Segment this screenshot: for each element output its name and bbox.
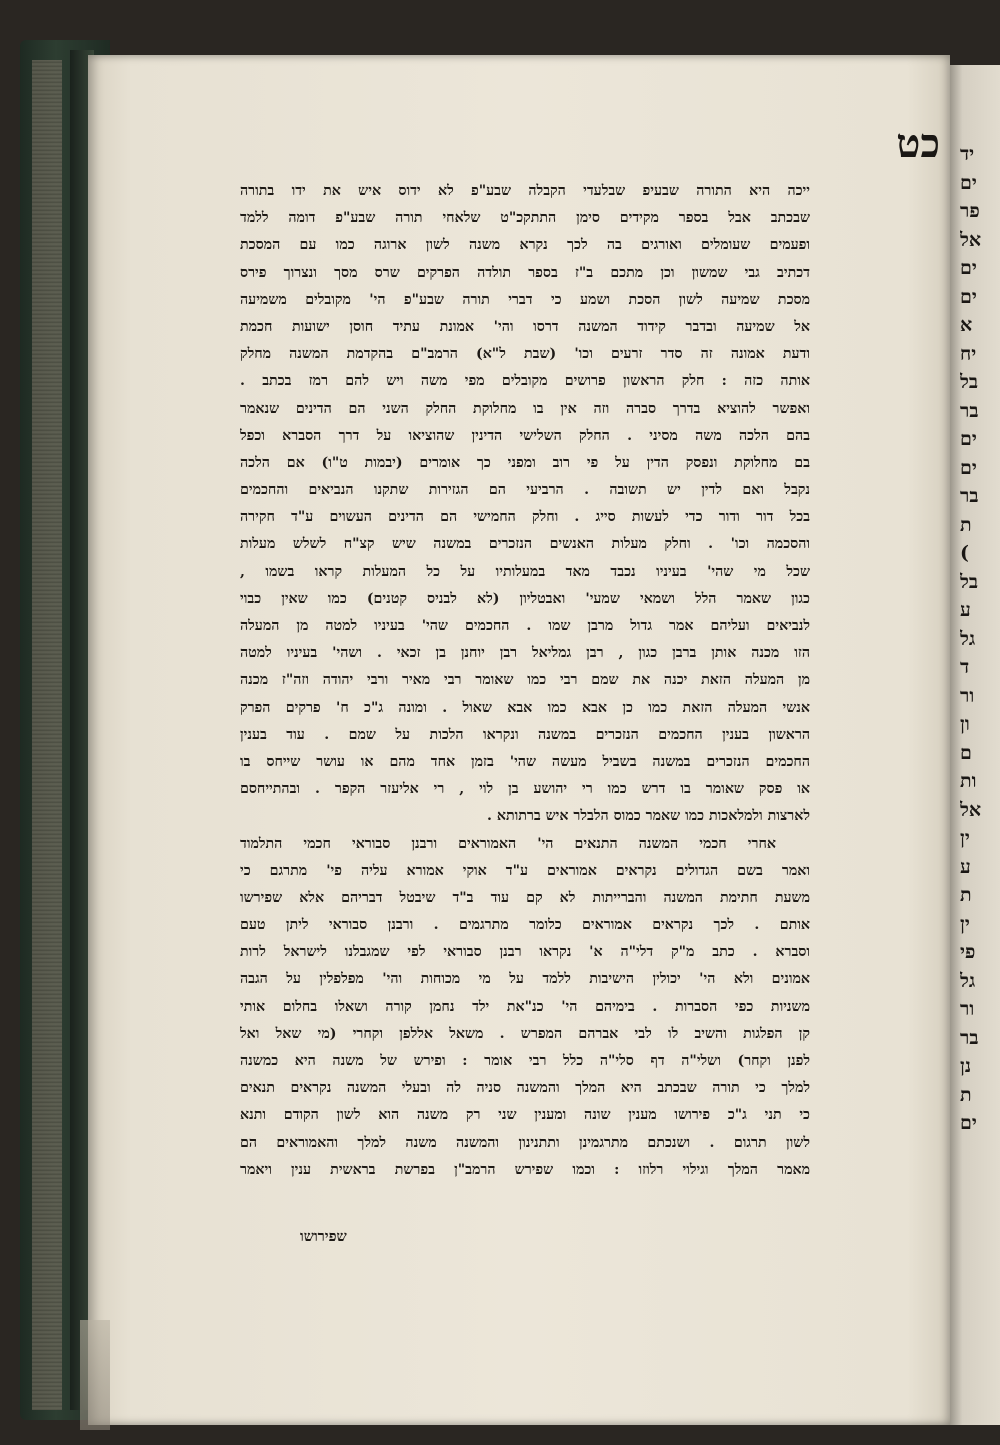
facing-page-line: ין [960, 912, 970, 935]
facing-page-line: ת [960, 884, 972, 906]
facing-page-line: ור [960, 998, 975, 1020]
facing-page-line: ין [960, 827, 970, 849]
facing-page-line: ת [960, 1083, 972, 1106]
text-line: שכל מי שהי' בעיניו נכבד מאד במעלותיו על כל המעלות קראו בשמו , [240, 563, 810, 580]
text-line: מן המעלה הזאת יכנה את שמם רבי כמו שאומר רבי מאיר ורבי יהודה וזה"ז מכנה [240, 672, 810, 689]
facing-page-line: ים [960, 1112, 977, 1134]
text-line: והסכמה וכו' . וחלק מעלות האנשים הנזכרים במשנה שיש קצ"ח לשלש מעלות [240, 536, 810, 553]
facing-page-line: פי [960, 941, 976, 963]
facing-page-line: א [960, 314, 973, 336]
text-line: ואמר בשם הגדולים נקראים אמוראים ע"ד אוקי אמורא עליה פי' מתרגם כי [240, 862, 810, 879]
facing-page-line: אל [960, 228, 982, 251]
text-line: בם מחלוקת ונפסק הדין על פי רוב ומפני כך אומרים (יבמות ט"ו) אם הלכה [240, 454, 810, 471]
text-line: או פסק שאומר בו דרש כמו רי יהושע בן לוי , רי אליעזר הקפר . ובהתייחסם [240, 781, 810, 798]
text-line: אנשי המעלה הזאת כמו כן אבא כמו אבא שאול . ומונה ג"כ ח' פרקים הפרק [240, 699, 810, 716]
facing-page-line: בר [960, 399, 979, 422]
text-line: הראשון בענין החכמים הנזכרים במשנה ונקראו הלכות על שמם . עוד בענין [240, 726, 810, 743]
facing-page-line: נן [960, 1055, 972, 1077]
text-line: מסכת שמיעה לשון הסכת ושמע כי דברי תורה שבע"פ הי' מקובלים משמיעה [240, 291, 810, 308]
facing-page-line: בר [960, 1026, 979, 1049]
page-body-text [240, 178, 810, 1184]
text-line: משעת חתימת המשנה והברייתות לא קם עוד ב"ד שיבטל דבריהם אלא שפירשו [240, 889, 810, 906]
text-line: אל שמיעה ובדבר קידוד המשנה דרסו והי' אמונת עתיד חוסן ישועות חכמת [240, 318, 810, 335]
book-spine-cloth [32, 60, 62, 1410]
text-line: דכתיב גבי שמשון וכן מתכם ב"ז בספר תולדה הפרקים שרס מסך ונצרוך פירס [240, 264, 810, 281]
text-line: בכל דור ודור כדי לעשות סייג . וחלק החמישי הם הדינים העשוים ע"ד חקירה [240, 509, 810, 526]
facing-page-line: בר [960, 485, 979, 507]
text-line: אותה כזה : חלק הראשון פרושים מקובלים מפי משה ויש להם רמז בכתב . [240, 373, 810, 390]
text-line: ייכה היא התורה שבעיפ שבלעדי הקבלה שבע"פ לא ידוס איש את ידו בתורה [240, 183, 810, 199]
facing-page-line: ת [960, 513, 972, 536]
text-line: לשון תרגום . ושנכתם מתרגמינן ותתנינון והמשנה משנה למלך והאמוראים הם [240, 1134, 810, 1151]
text-line: כגון שאמר הלל ושמאי שמעי' ואבטליון (לא לבניס קטנים) כמו שאין כבוי [240, 590, 810, 607]
facing-page-line: גל [960, 627, 976, 650]
facing-page-line: פר [960, 200, 980, 222]
text-line: למלך כי תורה שבכתב היא המלך והמשנה סניה לה ובעלי המשנה נקראים תנאים [240, 1080, 810, 1097]
text-line: לארצות ולמלאכות כמו שאמר כמוס הלבלר איש ברתותא . [486, 808, 810, 825]
facing-page-line: בל [960, 570, 979, 593]
text-line: נקבל ואם לדין יש תשובה . הרביעי הם הגזירות שתקנו הנביאים והחכמים [240, 482, 810, 499]
facing-page-line: יד [960, 143, 975, 165]
text-line: ופעמים שעומלים ואורגים בה לכך נקרא משנה לשון ארוגה כמו עם המסכת [240, 237, 810, 254]
facing-page-line: ים [960, 257, 977, 279]
text-line: לנביאים ועליהם אמר גדול מרבן שמו . החכמים שהי' בעיניו למטה מן המעלה [240, 618, 810, 634]
text-line: אחרי חכמי המשנה התנאים הי' האמוראים ורבנן סבוראי חכמי התלמוד [240, 835, 776, 852]
worn-page-corner [80, 1320, 110, 1430]
text-line: ואפשר להוציא בדרך סברה וזה אין בו מחלוקת החלק השני הם הדינים שנאמר [240, 400, 810, 417]
facing-page-line: ע [960, 855, 971, 878]
facing-page-line: ים [960, 171, 977, 194]
facing-page-line: ע [960, 599, 971, 621]
text-line: אמונים ולא הי' יכולין הישיבות ללמד על מי מכוחות והי' מפלפלין על הגבה [240, 971, 810, 988]
facing-page-line: ים [960, 285, 977, 308]
facing-page-line: ד [960, 656, 970, 678]
text-line: קן הפלגות והשיב לו לבי אברהם המפרש . משאל אללפן וקחרי (מי שאל ואל [240, 1025, 810, 1042]
facing-page-line: יח [960, 342, 977, 365]
facing-page-line: אל [960, 798, 982, 821]
facing-page-line: גל [960, 969, 976, 992]
catchword: שפירושו [300, 1228, 347, 1245]
page-number: כט [896, 120, 940, 167]
text-line: בהם הלכה משה מסיני . החלק השלישי הדינין שהוציאו על דרך הסברא וכפל [240, 427, 810, 444]
text-line: הזו מכנה אותן ברבן כגון , רבן גמליאל רבן יוחנן בן זכאי . ושהי' בעיניו למטה [240, 645, 810, 662]
text-line: החכמים הנזכרים במשנה בשביל מעשה שהי' בזמן אחד מהם או עושר שייחס בו [240, 753, 810, 770]
facing-page-line: ם [960, 741, 972, 764]
facing-page-line: ) [960, 542, 969, 564]
facing-page-line: ון [960, 713, 970, 735]
text-line: אותם . לכך נקראים אמוראים כלומר מתרגמים . ורבנן סבוראי ליתן טעם [240, 917, 810, 934]
text-line: לפנן וקחר) ושלי"ה דף סלי"ה כלל רבי אומר : ופירש של משנה היא כמשנה [240, 1053, 810, 1069]
text-line: כי תני ג"כ פירושו מענין שונה ומענין שני רק משנה הוא לשון הקודם ותנא [240, 1107, 810, 1124]
text-line: שבכתב אבל בספר מקידים סימן התתקכ"ט שלאחי תורה שבע"פ דומה ללמד [240, 210, 810, 227]
text-line: ודעת אמונה זה סדר זרעים וכו' (שבת ל"א) הרמב"ם בהקדמת המשנה מחלק [240, 346, 810, 363]
facing-page-line: ור [960, 684, 975, 707]
facing-page-line: בל [960, 371, 979, 393]
facing-page-text [960, 140, 1000, 1138]
facing-page-line: ים [960, 428, 977, 450]
text-line: מאמר המלך וגילוי רלוזו : וכמו שפירש הרמב"ן בפרשת בראשית ענין ויאמר [240, 1161, 810, 1178]
text-line: וסברא . כתב מ"ק דלי"ה א' נקראו רבנן סבוראי לפי שמגבלנו לישראל לרות [240, 944, 810, 961]
facing-page-line: ות [960, 770, 977, 792]
text-line: משניות כפי הסברות . בימיהם הי' כנ"את ילד נחמן קורה ושאלו בחלום אותי [240, 998, 810, 1015]
facing-page-line: ים [960, 456, 977, 479]
